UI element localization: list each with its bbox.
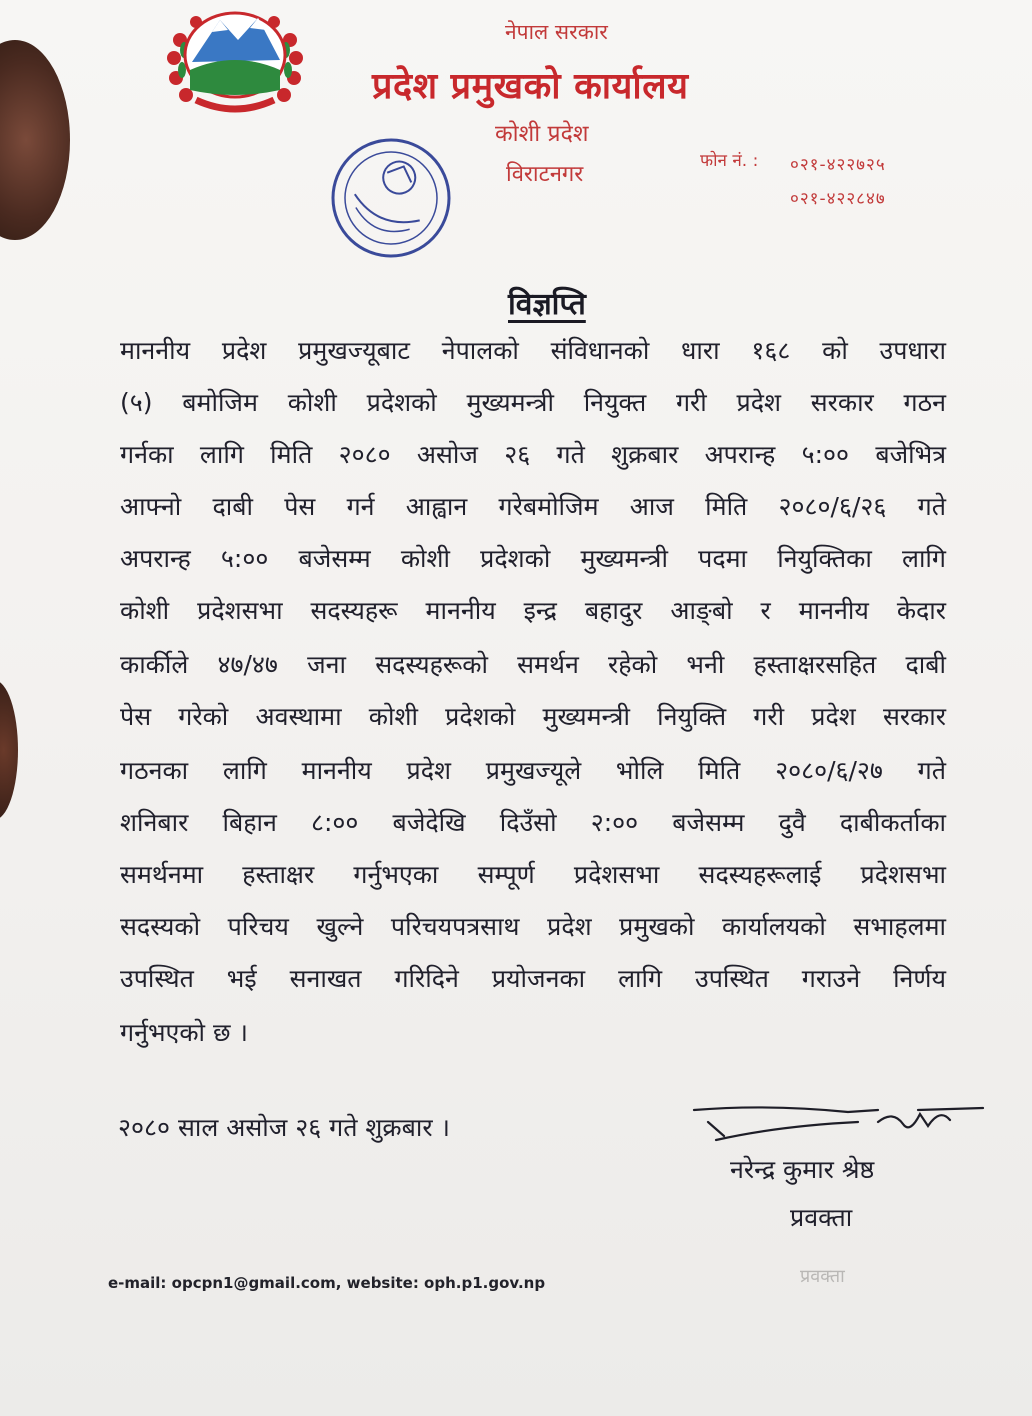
notice-line: पेस गरेको अवस्थामा कोशी प्रदेशको मुख्यमन्त्री नियुक्ति गरी प्रदेश सरकार: [120, 702, 946, 731]
notice-line: माननीय प्रदेश प्रमुखज्यूबाट नेपालको संविधानको धारा १६८ को उपधारा: [120, 336, 946, 365]
footer-contact: e-mail: opcpn1@gmail.com, website: oph.p1.gov.np: [108, 1274, 546, 1292]
finger-shadow-top: [0, 40, 70, 240]
notice-line: अपरान्ह ५:०० बजेसम्म कोशी प्रदेशको मुख्यमन्त्री पदमा नियुक्तिका लागि: [120, 544, 946, 573]
signature-icon: [688, 1096, 988, 1156]
signatory-name: नरेन्द्र कुमार श्रेष्ठ: [730, 1155, 875, 1184]
notice-line: कोशी प्रदेशसभा सदस्यहरू माननीय इन्द्र बहादुर आङ्बो र माननीय केदार: [120, 596, 946, 625]
city-name: विराटनगर: [506, 162, 584, 187]
signatory-title: प्रवक्ता: [790, 1203, 853, 1232]
notice-line: गर्नुभएको छ ।: [120, 1018, 248, 1047]
notice-line: गर्नका लागि मिति २०८० असोज २६ गते शुक्रबार अपरान्ह ५:०० बजेभित्र: [120, 440, 946, 469]
province-name: कोशी प्रदेश: [495, 121, 589, 147]
notice-line: गठनका लागि माननीय प्रदेश प्रमुखज्यूले भोलि मिति २०८०/६/२७ गते: [120, 756, 946, 785]
government-name: नेपाल सरकार: [505, 20, 608, 44]
phone-number-1: ०२१-४२२७२५: [790, 155, 886, 175]
notice-line: (५) बमोजिम कोशी प्रदेशको मुख्यमन्त्री नियुक्त गरी प्रदेश सरकार गठन: [120, 388, 946, 417]
office-name: प्रदेश प्रमुखको कार्यालय: [372, 66, 689, 107]
notice-date: २०८० साल असोज २६ गते शुक्रबार ।: [118, 1113, 451, 1142]
notice-line: कार्कीले ४७/४७ जना सदस्यहरूको समर्थन रहेको भनी हस्ताक्षरसहित दाबी: [120, 650, 946, 679]
phone-number-2: ०२१-४२२८४७: [790, 189, 886, 209]
notice-line: शनिबार बिहान ८:०० बजेदेखि दिउँसो २:०० बजेसम्म दुवै दाबीकर्ताका: [120, 808, 946, 837]
notice-line: आफ्नो दाबी पेस गर्न आह्वान गरेबमोजिम आज मिति २०८०/६/२६ गते: [120, 492, 946, 521]
notice-line: उपस्थित भई सनाखत गरिदिने प्रयोजनका लागि उपस्थित गराउने निर्णय: [120, 964, 946, 993]
office-seal-icon: [316, 128, 466, 288]
finger-shadow-middle: [0, 680, 18, 820]
phone-label: फोन नं. :: [700, 151, 759, 171]
faint-stamp-text: प्रवक्ता: [800, 1266, 845, 1287]
nepal-emblem-icon: [160, 0, 310, 120]
notice-title: विज्ञप्ति: [508, 287, 586, 322]
notice-line: सदस्यको परिचय खुल्ने परिचयपत्रसाथ प्रदेश प्रमुखको कार्यालयको सभाहलमा: [120, 912, 946, 941]
notice-line: समर्थनमा हस्ताक्षर गर्नुभएका सम्पूर्ण प्रदेशसभा सदस्यहरूलाई प्रदेशसभा: [120, 860, 946, 889]
